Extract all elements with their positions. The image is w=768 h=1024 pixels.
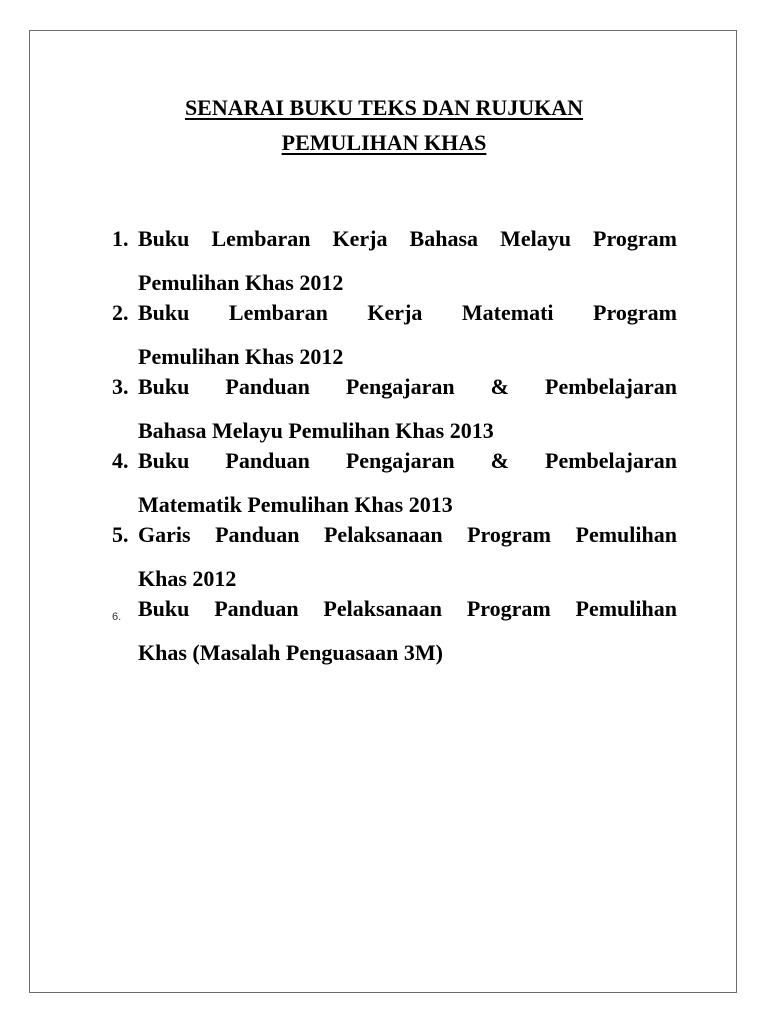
list-item-line-1 <box>138 373 677 401</box>
list-item-word: Garis <box>138 522 191 547</box>
list-item-line-2: Pemulihan Khas 2012 <box>138 270 344 295</box>
list-item-word: Buku <box>138 300 190 325</box>
list-item-number: 3. <box>112 374 129 399</box>
list-item-word: & <box>490 374 509 399</box>
list-item-word: Pembelajaran <box>545 448 677 473</box>
list-item-number: 4. <box>112 448 129 473</box>
list-item-word: Lembaran <box>228 300 328 325</box>
list-item-word: Program <box>593 300 677 325</box>
list-item-word: Program <box>467 522 551 547</box>
document-title-line-2: PEMULIHAN KHAS <box>281 130 487 155</box>
list-item-word: Pelaksanaan <box>323 596 442 621</box>
list-item-line-1 <box>138 595 677 623</box>
list-item-word: Pengajaran <box>345 448 455 473</box>
list-item-word: & <box>490 448 509 473</box>
list-item-line-2: Khas 2012 <box>138 566 237 591</box>
document-title-line-1: SENARAI BUKU TEKS DAN RUJUKAN <box>184 95 584 120</box>
list-item-word: Panduan <box>225 448 310 473</box>
list-item-word: Panduan <box>225 374 310 399</box>
list-item-word: Pengajaran <box>345 374 455 399</box>
list-item-word: Pelaksanaan <box>323 522 443 547</box>
list-item-word: Pemulihan <box>575 522 677 547</box>
list-item-word: Buku <box>138 226 190 251</box>
list-item-line-1 <box>138 225 677 253</box>
list-item-word: Buku <box>138 596 190 621</box>
list-item-word: Pemulihan <box>575 596 677 621</box>
list-item-word: Matemati <box>461 300 554 325</box>
list-item-word: Buku <box>138 448 190 473</box>
list-item-line-1 <box>138 521 677 549</box>
list-item-line-2: Bahasa Melayu Pemulihan Khas 2013 <box>138 418 494 443</box>
list-item-line-2: Pemulihan Khas 2012 <box>138 344 344 369</box>
list-item-line-1 <box>138 299 677 327</box>
list-item-word: Panduan <box>215 522 300 547</box>
list-item-number: 5. <box>112 522 129 547</box>
list-item-number: 1. <box>112 226 129 251</box>
list-item-word: Program <box>466 596 551 621</box>
list-item-number: 6. <box>112 611 122 623</box>
list-item-line-1 <box>138 447 677 475</box>
list-item-word: Pembelajaran <box>545 374 677 399</box>
list-item-word: Kerja <box>332 226 388 251</box>
list-item-word: Kerja <box>367 300 423 325</box>
list-item-line-2: Khas (Masalah Penguasaan 3M) <box>138 640 443 665</box>
list-item-word: Melayu <box>500 226 571 251</box>
list-item-word: Bahasa <box>409 226 479 251</box>
list-item-word: Panduan <box>214 596 299 621</box>
list-item-word: Buku <box>138 374 190 399</box>
list-item-number: 2. <box>112 300 129 325</box>
list-item-line-2: Matematik Pemulihan Khas 2013 <box>138 492 453 517</box>
list-item-word: Lembaran <box>211 226 311 251</box>
list-item-word: Program <box>593 226 677 251</box>
